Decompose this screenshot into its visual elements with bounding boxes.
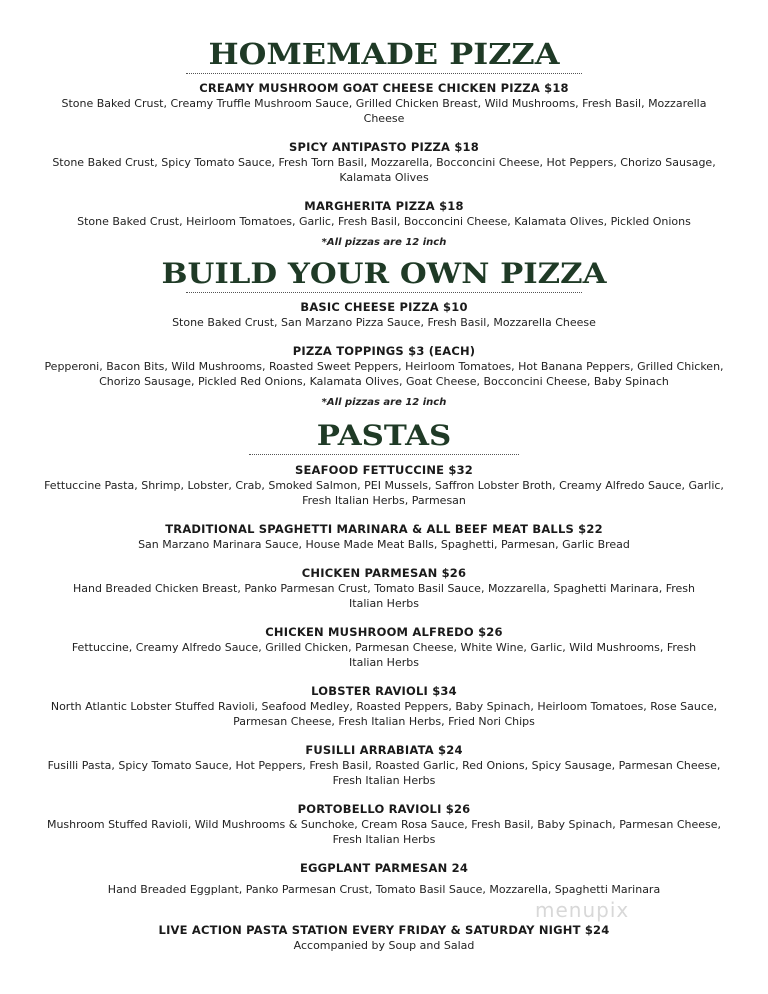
pizza-size-note	[0, 396, 768, 410]
item-description: Hand Breaded Eggplant, Panko Parmesan Crust, Tomato Basil Sauce, Mozzarella, Spaghetti Marinara	[107, 883, 661, 896]
item-name: BASIC CHEESE PIZZA $10	[300, 300, 468, 314]
item-description: Accompanied by Soup and Salad	[293, 939, 475, 952]
section-divider	[249, 454, 519, 455]
item-name: LIVE ACTION PASTA STATION EVERY FRIDAY & SATURDAY NIGHT $24	[158, 923, 610, 937]
menu-item	[0, 684, 768, 729]
section-title-homemade-pizza: HOMEMADE PIZZA	[208, 37, 560, 71]
item-description: Mushroom Stuffed Ravioli, Wild Mushrooms & Sunchoke, Cream Rosa Sauce, Fresh Basil, Baby Spinach, Parmesan Cheese, Fresh Italian Herbs	[46, 818, 722, 846]
item-description: San Marzano Marinara Sauce, House Made Meat Balls, Spaghetti, Parmesan, Garlic Bread	[138, 538, 630, 551]
item-description: Hand Breaded Chicken Breast, Panko Parmesan Crust, Tomato Basil Sauce, Mozzarella, Spaghetti Marinara, Fresh Italian Herbs	[72, 582, 696, 610]
menu-item	[0, 802, 768, 847]
item-name: TRADITIONAL SPAGHETTI MARINARA & ALL BEEF MEAT BALLS $22	[165, 522, 603, 536]
menu-item	[0, 140, 768, 185]
menu-item	[0, 344, 768, 389]
menu-item	[0, 522, 768, 552]
item-name: CHICKEN PARMESAN $26	[301, 566, 467, 580]
item-name: MARGHERITA PIZZA $18	[304, 199, 464, 213]
item-description: Stone Baked Crust, Creamy Truffle Mushroom Sauce, Grilled Chicken Breast, Wild Mushrooms, Fresh Basil, Mozzarella Cheese	[61, 97, 707, 125]
menu-item	[0, 625, 768, 670]
menu-item	[0, 566, 768, 611]
menu-item	[0, 923, 768, 953]
section-homemade-pizza	[0, 37, 768, 74]
section-title-build-your-own-pizza: BUILD YOUR OWN PIZZA	[161, 257, 607, 290]
item-name: SPICY ANTIPASTO PIZZA $18	[289, 140, 479, 154]
item-name: PORTOBELLO RAVIOLI $26	[297, 802, 471, 816]
item-name: FUSILLI ARRABIATA $24	[305, 743, 463, 757]
section-divider	[186, 292, 582, 293]
section-build-your-own-pizza	[0, 257, 768, 293]
menu-item	[0, 463, 768, 508]
section-title-pastas: PASTAS	[316, 419, 452, 452]
item-description: Fusilli Pasta, Spicy Tomato Sauce, Hot Peppers, Fresh Basil, Roasted Garlic, Red Onions, Spicy Sausage, Parmesan Cheese, Fresh Italian Herbs	[47, 759, 721, 787]
item-name: LOBSTER RAVIOLI $34	[311, 684, 457, 698]
item-name: EGGPLANT PARMESAN 24	[299, 861, 469, 875]
item-description: North Atlantic Lobster Stuffed Ravioli, Seafood Medley, Roasted Peppers, Baby Spinach, Heirloom Tomatoes, Rose Sauce, Parmesan Cheese, Fresh Italian Herbs, Fried Nori Chips	[50, 700, 718, 728]
section-divider	[186, 73, 582, 74]
item-description: Stone Baked Crust, Heirloom Tomatoes, Garlic, Fresh Basil, Bocconcini Cheese, Kalamata Olives, Pickled Onions	[77, 215, 691, 228]
item-name: CREAMY MUSHROOM GOAT CHEESE CHICKEN PIZZA $18	[199, 81, 569, 95]
item-description: Stone Baked Crust, Spicy Tomato Sauce, Fresh Torn Basil, Mozzarella, Bocconcini Cheese, Hot Peppers, Chorizo Sausage, Kalamata Olives	[52, 156, 716, 184]
item-description: Pepperoni, Bacon Bits, Wild Mushrooms, Roasted Sweet Peppers, Heirloom Tomatoes, Hot Banana Peppers, Grilled Chicken, Chorizo Sausage, Pickled Red Onions, Kalamata Olives, Goat Cheese, Bocconcini Cheese, Baby Spinach	[44, 360, 724, 388]
note-text: *All pizzas are 12 inch	[321, 397, 447, 408]
item-name: SEAFOOD FETTUCCINE $32	[294, 463, 474, 477]
menu-item	[0, 743, 768, 788]
item-description: Stone Baked Crust, San Marzano Pizza Sauce, Fresh Basil, Mozzarella Cheese	[172, 316, 596, 329]
section-pastas	[0, 419, 768, 455]
item-name: PIZZA TOPPINGS $3 (EACH)	[292, 344, 476, 358]
pizza-size-note	[0, 236, 768, 250]
note-text: *All pizzas are 12 inch	[321, 237, 447, 248]
menu-item	[0, 81, 768, 126]
item-name: CHICKEN MUSHROOM ALFREDO $26	[265, 625, 503, 639]
menu-item	[0, 861, 768, 897]
menu-item	[0, 199, 768, 229]
menupix-watermark: menupix	[535, 898, 630, 922]
item-description: Fettuccine Pasta, Shrimp, Lobster, Crab, Smoked Salmon, PEI Mussels, Saffron Lobster Broth, Creamy Alfredo Sauce, Garlic, Fresh Italian Herbs, Parmesan	[44, 479, 724, 507]
item-description: Fettuccine, Creamy Alfredo Sauce, Grilled Chicken, Parmesan Cheese, White Wine, Garlic, Wild Mushrooms, Fresh Italian Herbs	[71, 641, 697, 669]
menu-item	[0, 300, 768, 330]
